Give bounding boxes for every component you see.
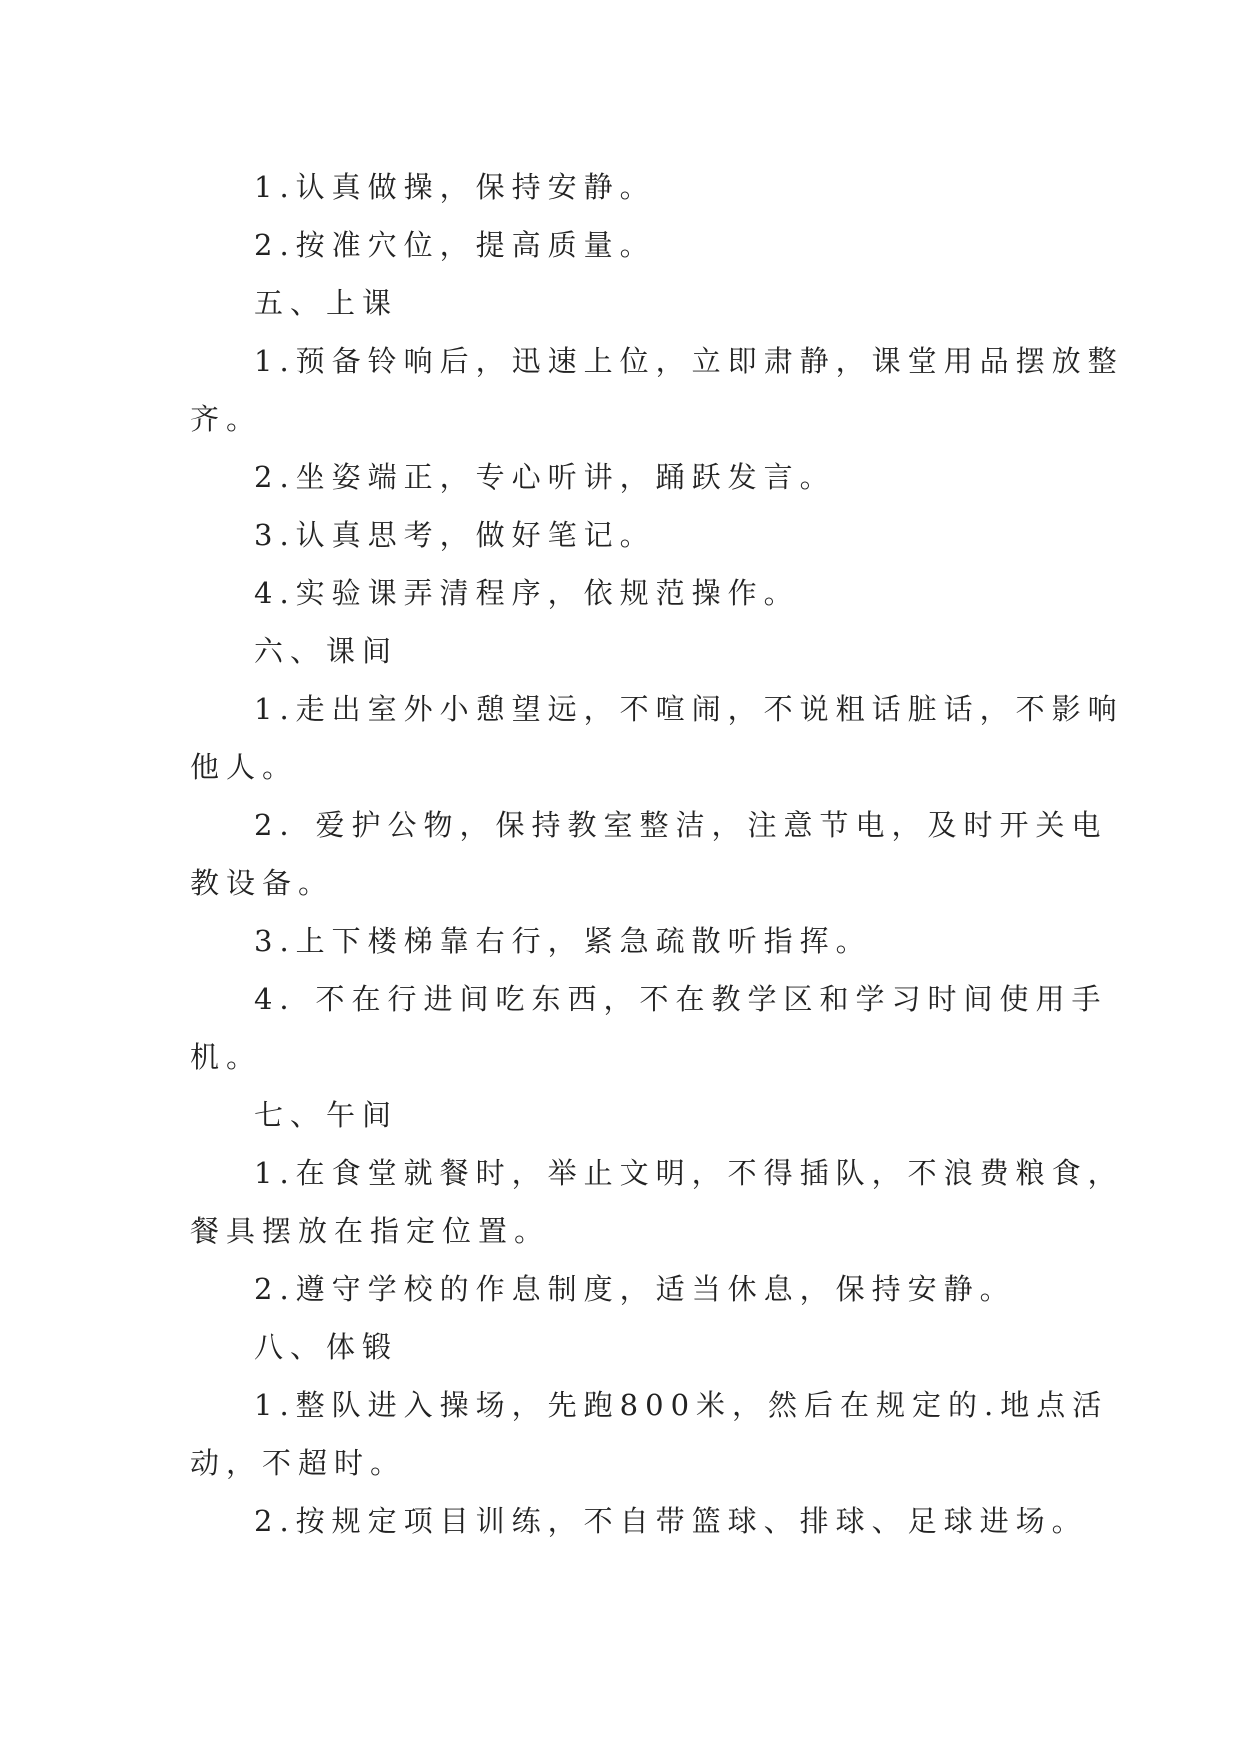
text-line: 4.实验课弄清程序，依规范操作。 (254, 576, 800, 610)
text-line: 1.认真做操，保持安静。 (254, 170, 656, 204)
text-line-continuation: 齐。 (190, 402, 263, 436)
text-line: 1.在食堂就餐时，举止文明，不得插队，不浪费粮食， (254, 1156, 1124, 1190)
section-heading: 五、上课 (254, 286, 399, 320)
text-line: 1.整队进入操场，先跑800米，然后在规定的.地点活 (254, 1388, 1109, 1422)
text-line-continuation: 教设备。 (190, 866, 335, 900)
section-heading: 七、午间 (254, 1098, 399, 1132)
text-line: 3.上下楼梯靠右行，紧急疏散听指挥。 (254, 924, 872, 958)
section-heading: 六、课间 (254, 634, 399, 668)
section-heading: 八、体锻 (254, 1330, 399, 1364)
text-line: 2.按准穴位，提高质量。 (254, 228, 656, 262)
body-text (190, 158, 1124, 1550)
text-line: 2.按规定项目训练，不自带篮球、排球、足球进场。 (254, 1504, 1088, 1538)
text-line: 1.走出室外小憩望远，不喧闹，不说粗话脏话，不影响 (254, 692, 1124, 726)
text-line: 2.遵守学校的作息制度，适当休息，保持安静。 (254, 1272, 1016, 1306)
text-line: 2.坐姿端正，专心听讲，踊跃发言。 (254, 460, 836, 494)
text-line-continuation: 动，不超时。 (190, 1446, 407, 1480)
text-line-continuation: 餐具摆放在指定位置。 (190, 1214, 551, 1248)
text-line: 4．不在行进间吃东西，不在教学区和学习时间使用手 (254, 982, 1108, 1016)
text-line: 2．爱护公物，保持教室整洁，注意节电，及时开关电 (254, 808, 1108, 842)
text-line-continuation: 他人。 (190, 750, 299, 784)
text-line: 1.预备铃响后，迅速上位，立即肃静，课堂用品摆放整 (254, 344, 1124, 378)
text-line: 3.认真思考，做好笔记。 (254, 518, 656, 552)
text-line-continuation: 机。 (190, 1040, 263, 1074)
